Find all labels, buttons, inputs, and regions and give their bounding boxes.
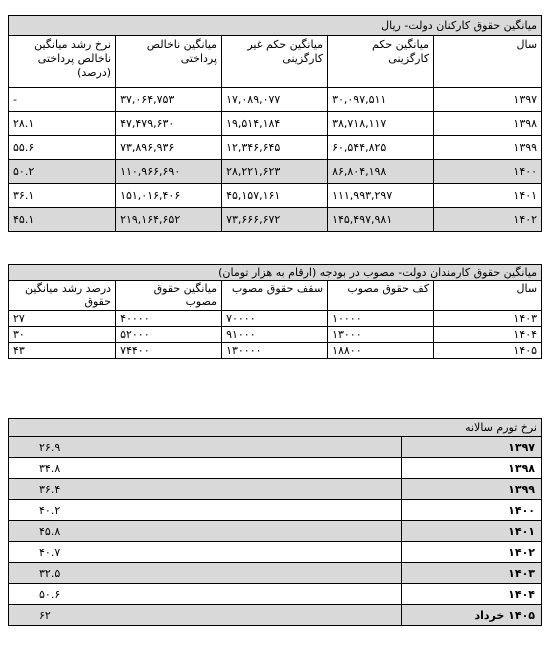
value-cell: ۵۰.۲	[9, 160, 116, 184]
value-cell: ۲۶.۹	[9, 437, 402, 458]
value-cell: ۱۱۰,۹۶۶,۶۹۰	[116, 160, 222, 184]
year-cell: ۱۳۹۷	[402, 437, 542, 458]
value-cell: ۴۳	[9, 343, 116, 359]
table-title: میانگین حقوق کارکنان دولت- ریال	[9, 16, 542, 36]
year-cell: ۱۳۹۸	[402, 458, 542, 479]
table-row	[9, 605, 542, 626]
year-cell: ۱۴۰۰	[434, 160, 542, 184]
year-cell: ۱۴۰۲	[434, 208, 542, 232]
year-cell: ۱۴۰۵ خرداد	[402, 605, 542, 626]
value-cell: ۷۳,۶۶۶,۶۷۲	[222, 208, 328, 232]
table-row	[9, 311, 542, 327]
salary-average-table	[8, 15, 542, 232]
year-cell: ۱۴۰۴	[434, 327, 542, 343]
value-cell: ۱۱۱,۹۹۳,۲۹۷	[328, 184, 434, 208]
year-cell: ۱۳۹۷	[434, 88, 542, 112]
year-cell: ۱۳۹۸	[434, 112, 542, 136]
year-cell: ۱۴۰۱	[434, 184, 542, 208]
value-cell: ۱۹,۵۱۴,۱۸۴	[222, 112, 328, 136]
value-cell: ۲۸,۲۲۱,۶۲۳	[222, 160, 328, 184]
year-cell: ۱۳۹۹	[402, 479, 542, 500]
value-cell: ۱۰۰۰۰	[328, 311, 434, 327]
value-cell: ۴۰.۷	[9, 542, 402, 563]
value-cell: ۹۱۰۰۰	[222, 327, 328, 343]
value-cell: ۵۵.۶	[9, 136, 116, 160]
value-cell: ۱۵۱,۰۱۶,۴۰۶	[116, 184, 222, 208]
table-row	[9, 563, 542, 584]
column-header: کف حقوق مصوب	[328, 281, 434, 311]
table-row	[9, 458, 542, 479]
year-cell: ۱۴۰۲	[402, 542, 542, 563]
table-header-row	[9, 281, 542, 311]
value-cell: ۴۵.۸	[9, 521, 402, 542]
value-cell: ۴۵,۱۵۷,۱۶۱	[222, 184, 328, 208]
table-title-row	[9, 16, 542, 36]
column-header-year: سال	[434, 281, 542, 311]
value-cell: ۷۳,۸۹۶,۹۳۶	[116, 136, 222, 160]
table-title-row	[9, 265, 542, 281]
table-row	[9, 500, 542, 521]
table-row	[9, 327, 542, 343]
table-row	[9, 136, 542, 160]
column-header: میانگین ناخالص پرداختی	[116, 36, 222, 88]
value-cell: ۱۲,۳۴۶,۶۴۵	[222, 136, 328, 160]
column-header: میانگین حکم غیر کارگزینی	[222, 36, 328, 88]
value-cell: ۳۶.۱	[9, 184, 116, 208]
inflation-table	[8, 418, 542, 626]
table-row	[9, 479, 542, 500]
year-cell: ۱۴۰۳	[402, 563, 542, 584]
year-cell: ۱۳۹۹	[434, 136, 542, 160]
value-cell: ۳۷,۰۶۴,۷۵۳	[116, 88, 222, 112]
value-cell: -	[9, 88, 116, 112]
value-cell: ۳۰	[9, 327, 116, 343]
value-cell: ۷۰۰۰۰	[222, 311, 328, 327]
value-cell: ۲۸.۱	[9, 112, 116, 136]
year-cell: ۱۴۰۵	[434, 343, 542, 359]
table-title: میانگین حقوق کارمندان دولت- مصوب در بودجه (ارقام به هزار تومان)	[9, 265, 542, 281]
column-header: میانگین حقوق مصوب	[116, 281, 222, 311]
value-cell: ۱۷,۰۸۹,۰۷۷	[222, 88, 328, 112]
value-cell: ۲۱۹,۱۶۴,۶۵۲	[116, 208, 222, 232]
value-cell: ۷۴۴۰۰	[116, 343, 222, 359]
value-cell: ۸۶,۸۰۴,۱۹۸	[328, 160, 434, 184]
table-row	[9, 208, 542, 232]
year-cell: ۱۴۰۰	[402, 500, 542, 521]
year-cell: ۱۴۰۴	[402, 584, 542, 605]
value-cell: ۱۳۰۰۰۰	[222, 343, 328, 359]
column-header: درصد رشد میانگین حقوق	[9, 281, 116, 311]
table-row	[9, 88, 542, 112]
column-header-year: سال	[434, 36, 542, 88]
year-cell: ۱۴۰۳	[434, 311, 542, 327]
value-cell: ۴۵.۱	[9, 208, 116, 232]
table-row	[9, 112, 542, 136]
value-cell: ۴۰۰۰۰	[116, 311, 222, 327]
value-cell: ۴۰.۲	[9, 500, 402, 521]
column-header: سقف حقوق مصوب	[222, 281, 328, 311]
value-cell: ۵۰.۶	[9, 584, 402, 605]
value-cell: ۱۸۸۰۰	[328, 343, 434, 359]
table-row	[9, 542, 542, 563]
year-cell: ۱۴۰۱	[402, 521, 542, 542]
table-title-row	[9, 419, 542, 437]
value-cell: ۵۲۰۰۰	[116, 327, 222, 343]
value-cell: ۲۷	[9, 311, 116, 327]
table-row	[9, 160, 542, 184]
value-cell: ۶۰,۵۴۴,۸۲۵	[328, 136, 434, 160]
value-cell: ۳۶.۴	[9, 479, 402, 500]
value-cell: ۳۸,۷۱۸,۱۱۷	[328, 112, 434, 136]
value-cell: ۳۴.۸	[9, 458, 402, 479]
table-row	[9, 343, 542, 359]
value-cell: ۳۰,۰۹۷,۵۱۱	[328, 88, 434, 112]
table-header-row	[9, 36, 542, 88]
table-row	[9, 584, 542, 605]
column-header: میانگین حکم کارگزینی	[328, 36, 434, 88]
value-cell: ۱۴۵,۴۹۷,۹۸۱	[328, 208, 434, 232]
approved-salary-table	[8, 264, 542, 359]
table-row	[9, 184, 542, 208]
table-row	[9, 521, 542, 542]
value-cell: ۶۲	[9, 605, 402, 626]
value-cell: ۱۳۰۰۰	[328, 327, 434, 343]
value-cell: ۴۷,۴۷۹,۶۳۰	[116, 112, 222, 136]
table-row	[9, 437, 542, 458]
table-title: نرخ تورم سالانه	[9, 419, 542, 437]
value-cell: ۳۲.۵	[9, 563, 402, 584]
column-header: نرخ رشد میانگین ناخالص پرداختی (درصد)	[9, 36, 116, 88]
